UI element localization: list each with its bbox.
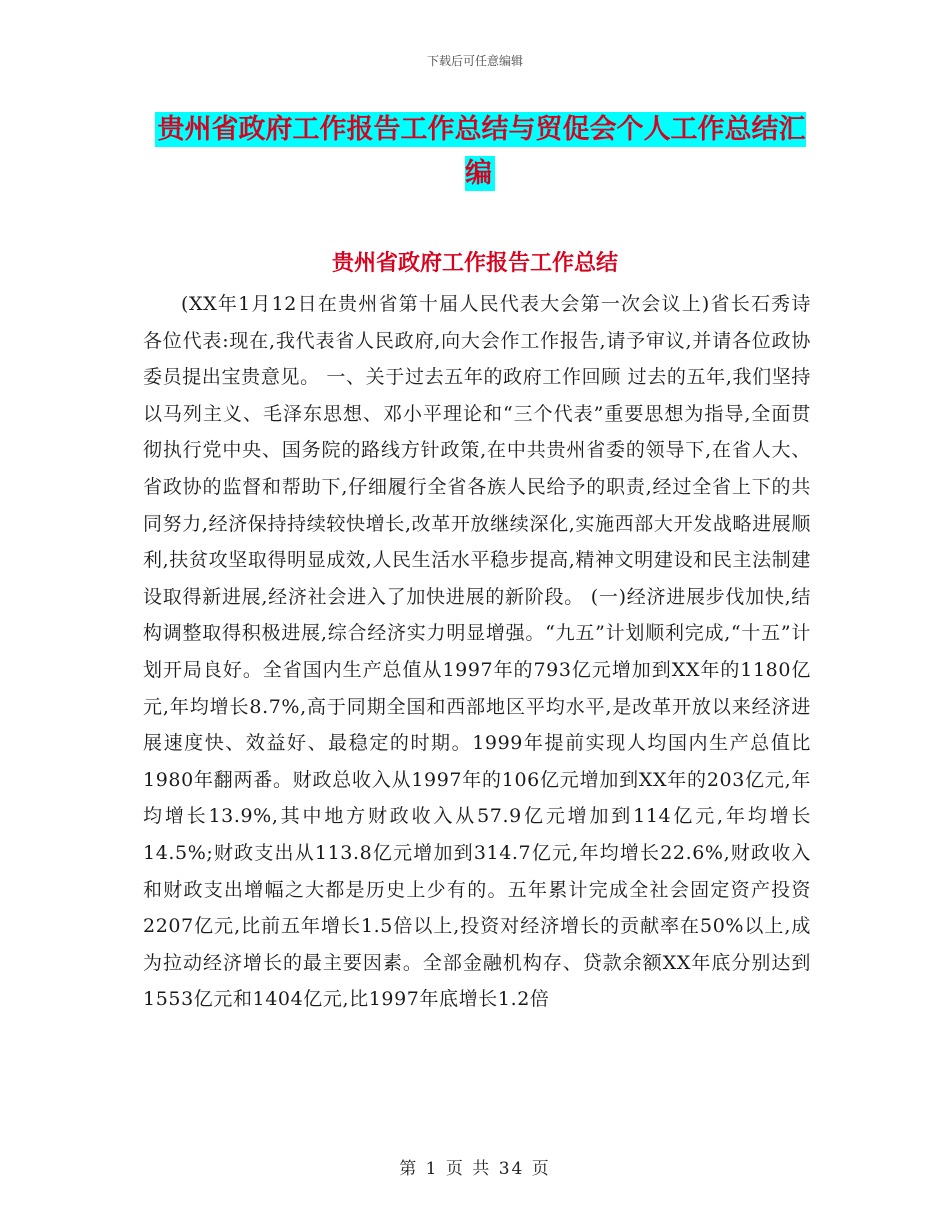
header-note: 下载后可任意编辑: [426, 54, 523, 68]
page-number: 第 1 页 共 34 页: [399, 1159, 551, 1179]
document-title: [140, 108, 820, 196]
document-title-text: 贵州省政府工作报告工作总结与贸促会个人工作总结汇编: [155, 112, 806, 191]
section-heading: 贵州省政府工作报告工作总结: [331, 250, 618, 276]
body-paragraph: (XX年1月12日在贵州省第十届人民代表大会第一次会议上)省长石秀诗 各位代表:现在,我代表省人民政府,向大会作工作报告,请予审议,并请各位政协委员提出宝贵意见。 一、关于过去五年的政府工作回顾 过去的五年,我们坚持以马列主义、毛泽东思想、邓小平理论和“三个代表”重要思想为指导,全面贯彻执行党中央、国务院的路线方针政策,在中共贵州省委的领导下,在省人大、省政协的监督和帮助下,仔细履行全省各族人民给予的职责,经过全省上下的共同努力,经济保持持续较快增长,改革开放继续深化,实施西部大开发战略进展顺利,扶贫攻坚取得明显成效,人民生活水平稳步提高,精神文明建设和民主法制建设取得新进展,经济社会进入了加快进展的新阶段。 (一)经济进展步伐加快,结构调整取得积极进展,综合经济实力明显增强。“九五”计划顺利完成,“十五”计划开局良好。全省国内生产总值从1997年的793亿元增加到XX年的1180亿元,年均增长8.7%,高于同期全国和西部地区平均水平,是改革开放以来经济进展速度快、效益好、最稳定的时期。1999年提前实现人均国内生产总值比1980年翻两番。财政总收入从1997年的106亿元增加到XX年的203亿元,年均增长13.9%,其中地方财政收入从57.9亿元增加到114亿元,年均增长14.5%;财政支出从113.8亿元增加到314.7亿元,年均增长22.6%,财政收入和财政支出增幅之大都是历史上少有的。五年累计完成全社会固定资产投资2207亿元,比前五年增长1.5倍以上,投资对经济增长的贡献率在50%以上,成为拉动经济增长的最主要因素。全部金融机构存、贷款余额XX年底分别达到1553亿元和1404亿元,比1997年底增长1.2倍: [143, 293, 811, 1011]
